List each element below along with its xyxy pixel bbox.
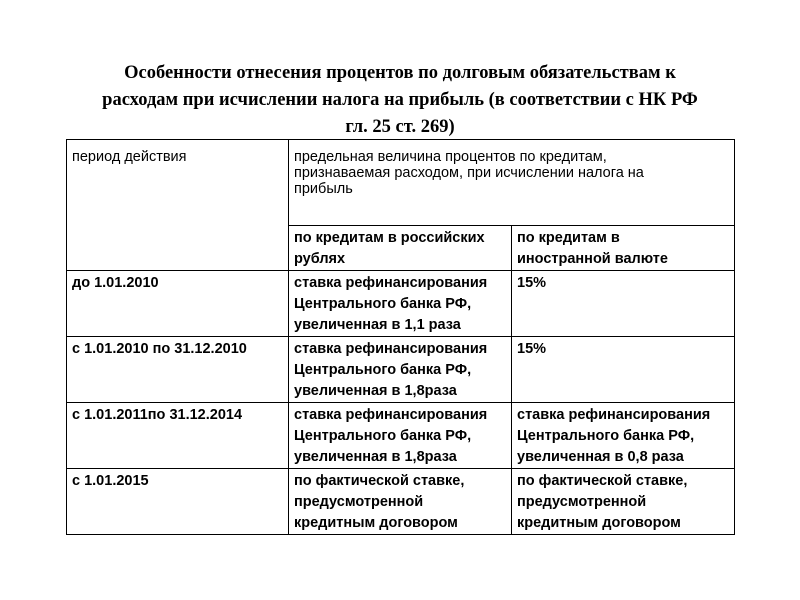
header-period-label: период действия bbox=[72, 149, 187, 165]
period-cell bbox=[67, 271, 289, 337]
table-row bbox=[67, 337, 735, 403]
fx-line: 15% bbox=[517, 341, 547, 357]
period-text: до 1.01.2010 bbox=[72, 275, 159, 291]
period-text: с 1.01.2010 по 31.12.2010 bbox=[72, 341, 247, 357]
table-row bbox=[67, 271, 735, 337]
rub-line: увеличенная в 1,1 раза bbox=[294, 317, 461, 333]
header-rub-line: рублях bbox=[294, 251, 346, 267]
header-limit-line: предельная величина процентов по кредитам, bbox=[294, 149, 607, 165]
interest-limits-table bbox=[66, 139, 735, 535]
period-text: с 1.01.2015 bbox=[72, 473, 149, 489]
fx-cell bbox=[512, 469, 735, 535]
rub-line: увеличенная в 1,8раза bbox=[294, 383, 457, 399]
rub-line: увеличенная в 1,8раза bbox=[294, 449, 457, 465]
period-cell bbox=[67, 469, 289, 535]
table-row bbox=[67, 469, 735, 535]
header-rub-cell bbox=[289, 226, 512, 271]
header-limit-line: признаваемая расходом, при исчислении налога на bbox=[294, 165, 644, 181]
fx-line: ставка рефинансирования bbox=[517, 407, 711, 423]
rub-cell bbox=[289, 271, 512, 337]
rub-line: ставка рефинансирования bbox=[294, 341, 488, 357]
fx-cell bbox=[512, 271, 735, 337]
period-text: с 1.01.2011по 31.12.2014 bbox=[72, 407, 243, 423]
fx-line: увеличенная в 0,8 раза bbox=[517, 449, 684, 465]
header-rub-line: по кредитам в российских bbox=[294, 230, 485, 246]
rub-line: ставка рефинансирования bbox=[294, 275, 488, 291]
header-fx-line: иностранной валюте bbox=[517, 251, 668, 267]
title-line: Особенности отнесения процентов по долговым обязательствам к bbox=[124, 63, 676, 83]
header-period-cell bbox=[67, 140, 289, 271]
fx-line: по фактической ставке, bbox=[517, 473, 688, 489]
title-line: гл. 25 ст. 269) bbox=[345, 117, 455, 137]
fx-cell bbox=[512, 403, 735, 469]
table-row bbox=[67, 403, 735, 469]
period-cell bbox=[67, 403, 289, 469]
header-limit-line: прибыль bbox=[294, 181, 353, 197]
rub-line: Центрального банка РФ, bbox=[294, 362, 472, 378]
header-fx-line: по кредитам в bbox=[517, 230, 620, 246]
page-title bbox=[60, 60, 740, 141]
fx-cell bbox=[512, 337, 735, 403]
header-fx-cell bbox=[512, 226, 735, 271]
fx-line: кредитным договором bbox=[517, 515, 681, 531]
fx-line: предусмотренной bbox=[517, 494, 647, 510]
rub-cell bbox=[289, 469, 512, 535]
fx-line: Центрального банка РФ, bbox=[517, 428, 695, 444]
period-cell bbox=[67, 337, 289, 403]
rub-line: ставка рефинансирования bbox=[294, 407, 488, 423]
header-row bbox=[67, 140, 735, 226]
title-line: расходам при исчислении налога на прибыль (в соответствии с НК РФ bbox=[102, 90, 698, 110]
rub-line: кредитным договором bbox=[294, 515, 458, 531]
fx-line: 15% bbox=[517, 275, 547, 291]
rub-line: Центрального банка РФ, bbox=[294, 428, 472, 444]
rub-line: Центрального банка РФ, bbox=[294, 296, 472, 312]
rub-cell bbox=[289, 337, 512, 403]
rub-cell bbox=[289, 403, 512, 469]
rub-line: предусмотренной bbox=[294, 494, 424, 510]
rub-line: по фактической ставке, bbox=[294, 473, 465, 489]
header-limit-cell bbox=[289, 140, 735, 226]
